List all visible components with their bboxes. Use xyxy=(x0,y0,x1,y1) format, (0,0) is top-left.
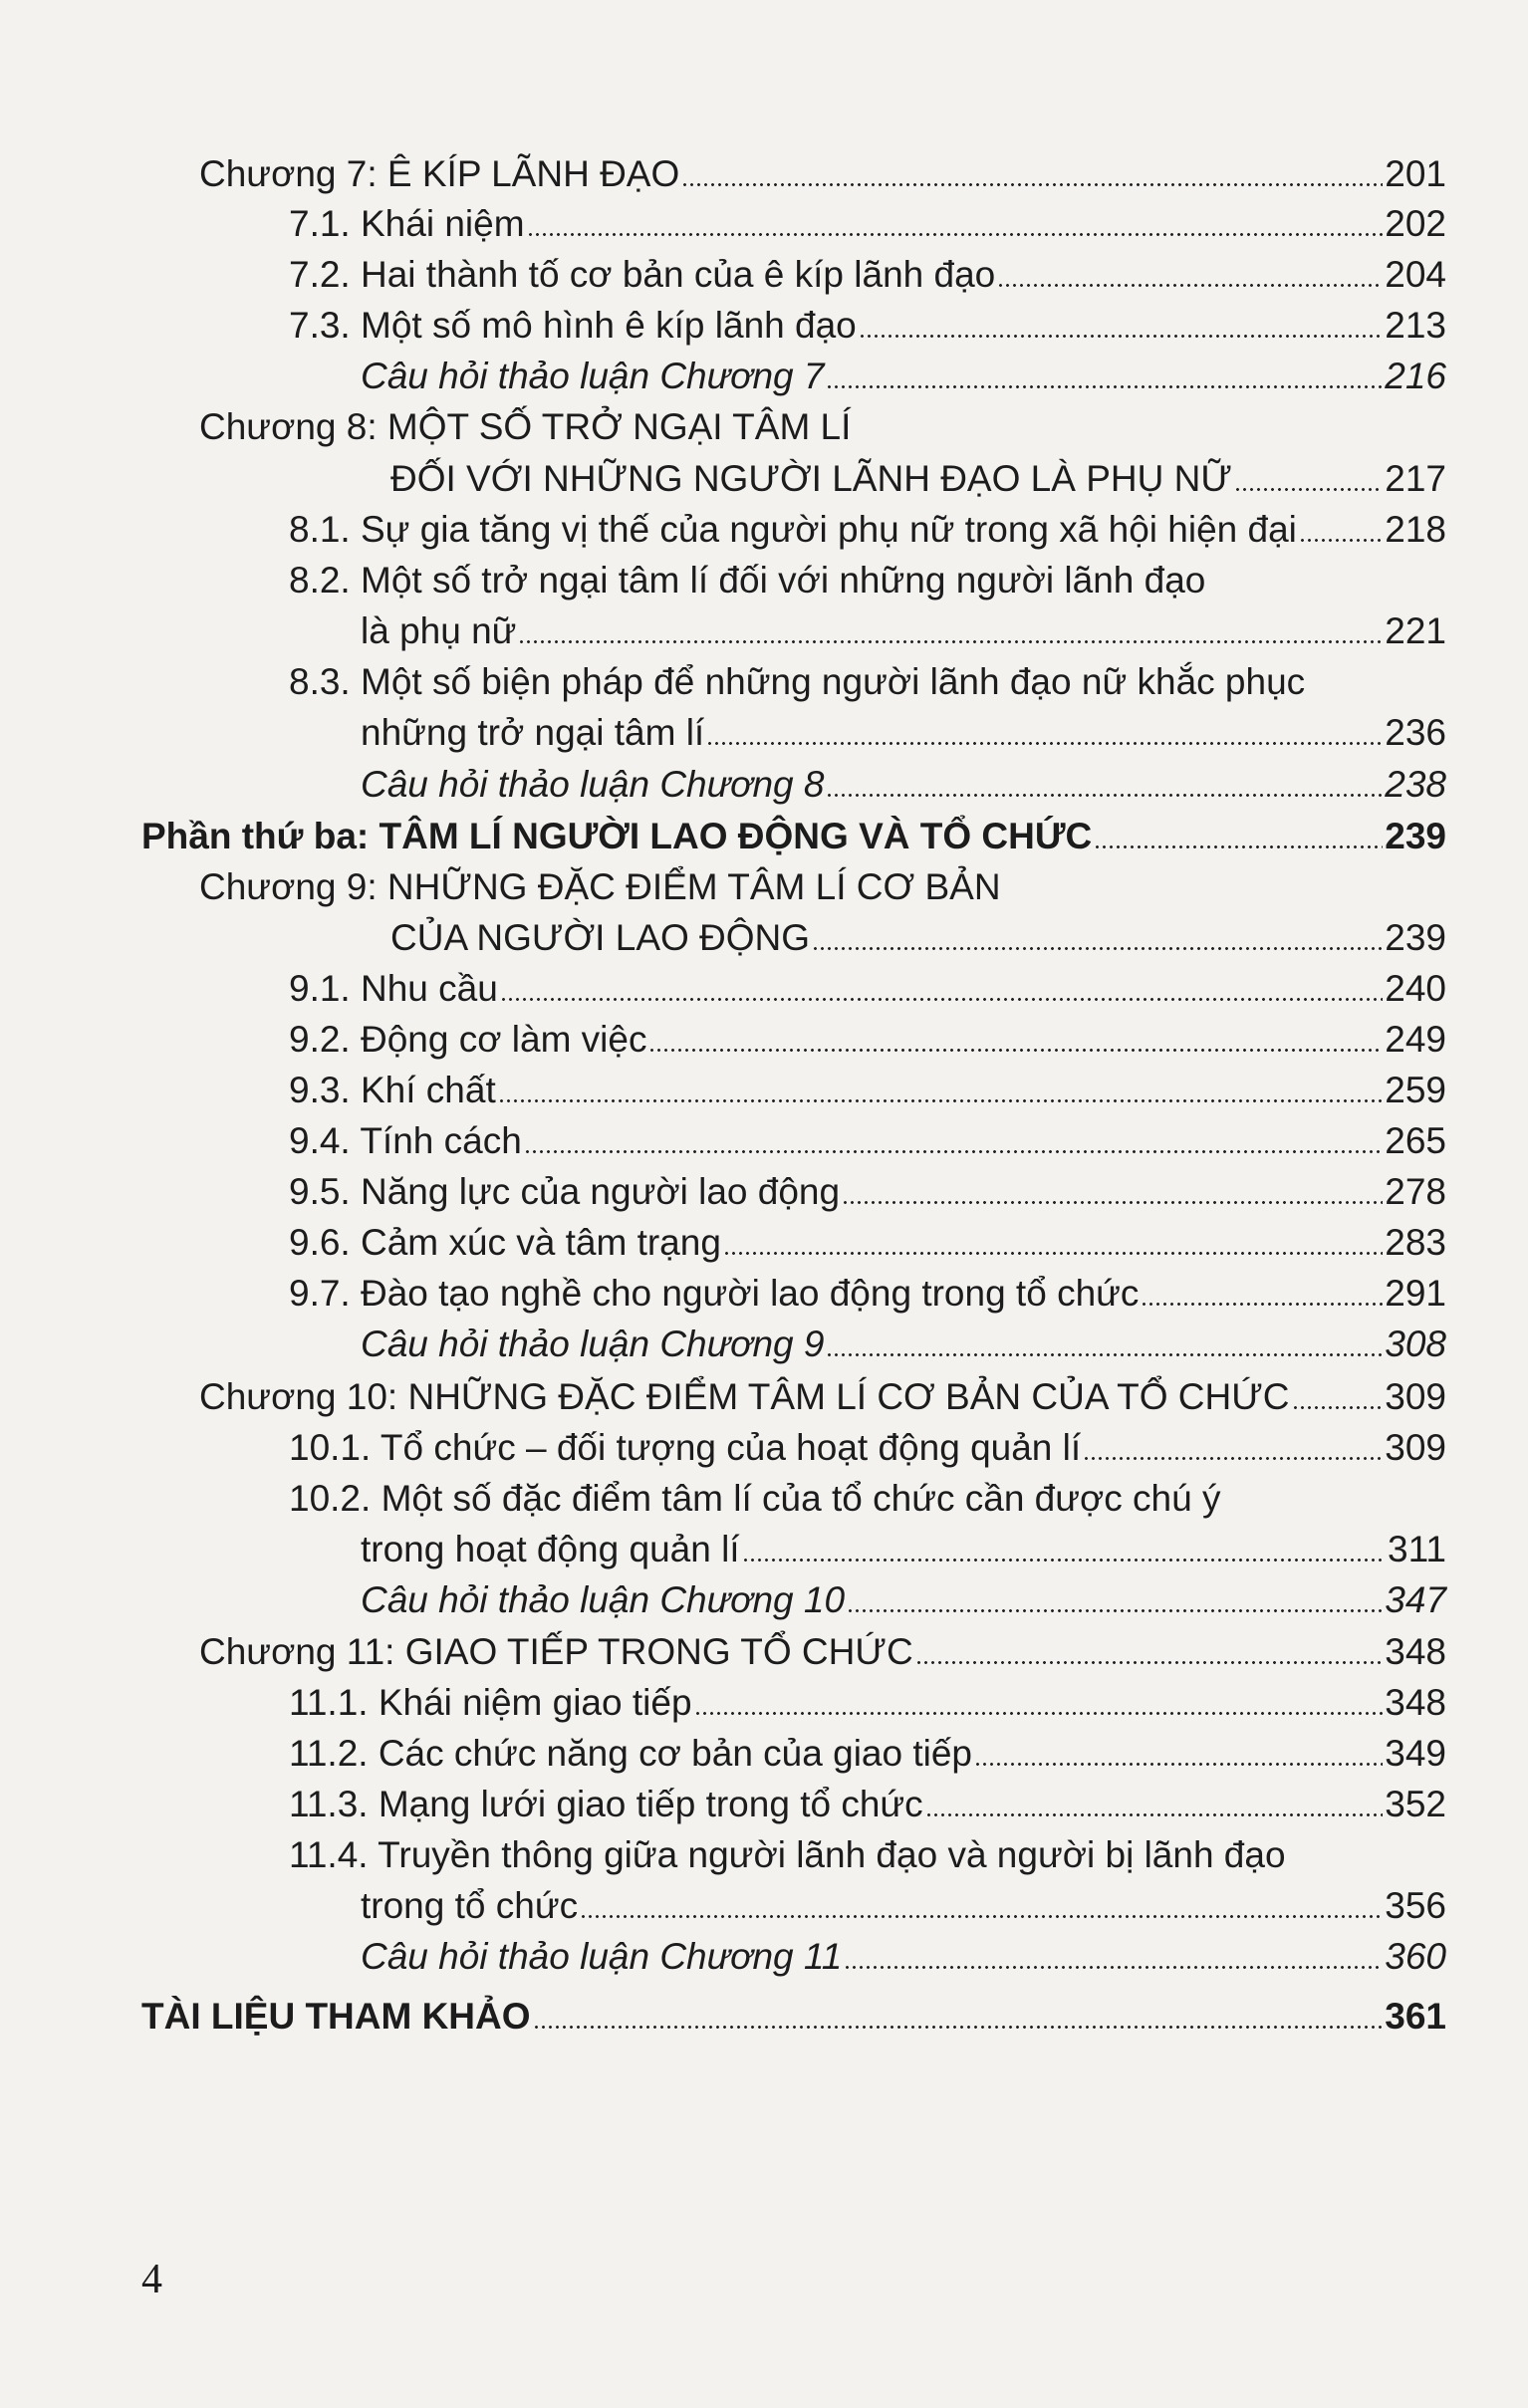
toc-entry-page: 204 xyxy=(1385,254,1446,295)
toc-entry-questions-10 xyxy=(361,1581,1446,1618)
toc-entry-label: những trở ngại tâm lí xyxy=(361,712,705,753)
dot-leader xyxy=(1292,1390,1384,1410)
toc-entry-10-2 xyxy=(361,1531,1446,1567)
toc-entry-page: 311 xyxy=(1388,1529,1446,1569)
dot-leader xyxy=(498,1084,1384,1103)
toc-entry-page: 236 xyxy=(1385,712,1446,753)
dot-leader xyxy=(925,1798,1384,1817)
toc-entry-label: Câu hỏi thảo luận Chương 7 xyxy=(361,356,825,396)
page-number: 4 xyxy=(141,2257,162,2302)
toc-entry-label: Câu hỏi thảo luận Chương 9 xyxy=(361,1324,825,1364)
dot-leader xyxy=(826,1337,1383,1357)
toc-entry-label: trong hoạt động quản lí xyxy=(361,1529,740,1569)
toc-entry-page: 356 xyxy=(1385,1885,1446,1926)
toc-entry-label: 9.7. Đào tạo nghề cho người lao động trong tổ chức xyxy=(289,1273,1140,1314)
dot-leader xyxy=(826,369,1383,389)
toc-entry-page: 291 xyxy=(1385,1273,1446,1314)
toc-entry-9-4 xyxy=(289,1122,1446,1159)
toc-entry-page: 216 xyxy=(1385,356,1446,396)
toc-entry-chapter-9 xyxy=(390,919,1446,956)
dot-leader xyxy=(518,624,1383,644)
toc-entry-9-1 xyxy=(289,970,1446,1007)
toc-entry-questions-9 xyxy=(361,1325,1446,1362)
toc-entry-page: 308 xyxy=(1385,1324,1446,1364)
toc-entry-label: 9.2. Động cơ làm việc xyxy=(289,1019,647,1060)
toc-entry-11-4-line1: 11.4. Truyền thông giữa người lãnh đạo và người bị lãnh đạo xyxy=(289,1834,1286,1875)
dot-leader xyxy=(812,931,1383,951)
toc-entry-8-3 xyxy=(361,714,1446,751)
dot-leader xyxy=(1083,1441,1383,1461)
toc-entry-label: Phần thứ ba: TÂM LÍ NGƯỜI LAO ĐỘNG VÀ TỔ CHỨC xyxy=(141,816,1093,856)
toc-entry-8-2-line1: 8.2. Một số trở ngại tâm lí đối với những người lãnh đạo xyxy=(289,560,1206,601)
dot-leader xyxy=(915,1645,1384,1665)
dot-leader xyxy=(997,268,1383,288)
toc-entry-page: 217 xyxy=(1385,458,1446,499)
toc-entry-label: 11.2. Các chức năng cơ bản của giao tiếp xyxy=(289,1733,972,1774)
toc-entry-label: 9.4. Tính cách xyxy=(289,1120,522,1161)
dot-leader xyxy=(859,319,1384,339)
toc-entry-label: Câu hỏi thảo luận Chương 11 xyxy=(361,1936,843,1977)
toc-entry-page: 201 xyxy=(1385,153,1446,194)
toc-entry-label: Chương 7: Ê KÍP LÃNH ĐẠO xyxy=(199,153,680,194)
toc-entry-page: 202 xyxy=(1385,203,1446,244)
toc-entry-questions-8 xyxy=(361,766,1446,803)
dot-leader xyxy=(1234,472,1383,492)
dot-leader xyxy=(524,1134,1383,1154)
dot-leader xyxy=(533,2010,1384,2030)
dot-leader xyxy=(844,1950,1383,1970)
dot-leader xyxy=(580,1899,1383,1919)
toc-entry-chapter-9-line1: Chương 9: NHỮNG ĐẶC ĐIỂM TÂM LÍ CƠ BẢN xyxy=(199,866,1001,907)
toc-entry-page: 221 xyxy=(1385,610,1446,651)
toc-entry-9-7 xyxy=(289,1275,1446,1312)
dot-leader xyxy=(681,167,1383,187)
dot-leader xyxy=(974,1747,1383,1767)
toc-entry-questions-11 xyxy=(361,1938,1446,1975)
dot-leader xyxy=(723,1236,1383,1256)
toc-entry-9-3 xyxy=(289,1072,1446,1108)
dot-leader xyxy=(1141,1287,1383,1307)
toc-entry-7-2 xyxy=(289,256,1446,293)
toc-entry-page: 265 xyxy=(1385,1120,1446,1161)
toc-entry-page: 348 xyxy=(1385,1682,1446,1723)
toc-entry-part-3 xyxy=(141,818,1446,854)
toc-entry-label: 9.1. Nhu cầu xyxy=(289,968,498,1009)
toc-entry-references xyxy=(141,1998,1446,2035)
toc-entry-page: 239 xyxy=(1385,816,1446,856)
toc-entry-7-3 xyxy=(289,307,1446,344)
toc-entry-chapter-8 xyxy=(390,460,1446,497)
toc-entry-label: 11.1. Khái niệm giao tiếp xyxy=(289,1682,692,1723)
toc-entry-label: 7.1. Khái niệm xyxy=(289,203,525,244)
toc-entry-11-3 xyxy=(289,1786,1446,1822)
toc-entry-page: 259 xyxy=(1385,1070,1446,1110)
toc-entry-label: trong tổ chức xyxy=(361,1885,579,1926)
toc-entry-page: 360 xyxy=(1385,1936,1446,1977)
toc-entry-page: 278 xyxy=(1385,1171,1446,1212)
toc-entry-label: 9.3. Khí chất xyxy=(289,1070,496,1110)
toc-entry-11-1 xyxy=(289,1684,1446,1721)
toc-entry-11-4 xyxy=(361,1887,1446,1924)
toc-entry-label: 11.3. Mạng lưới giao tiếp trong tổ chức xyxy=(289,1784,923,1824)
dot-leader xyxy=(847,1593,1383,1613)
toc-entry-8-1 xyxy=(289,511,1446,548)
toc-entry-page: 238 xyxy=(1385,764,1446,805)
dot-leader xyxy=(648,1033,1383,1053)
toc-entry-page: 309 xyxy=(1385,1376,1446,1417)
toc-entry-page: 218 xyxy=(1385,509,1446,550)
toc-entry-10-2-line1: 10.2. Một số đặc điểm tâm lí của tổ chức cần được chú ý xyxy=(289,1478,1221,1519)
toc-entry-questions-7 xyxy=(361,358,1446,394)
toc-entry-label: TÀI LIỆU THAM KHẢO xyxy=(141,1996,531,2037)
toc-entry-page: 349 xyxy=(1385,1733,1446,1774)
toc-entry-label: Chương 11: GIAO TIẾP TRONG TỔ CHỨC xyxy=(199,1631,913,1672)
toc-entry-label: 8.1. Sự gia tăng vị thế của người phụ nữ trong xã hội hiện đại xyxy=(289,509,1297,550)
toc-entry-8-2 xyxy=(361,612,1446,649)
toc-entry-page: 213 xyxy=(1385,305,1446,346)
toc-entry-11-2 xyxy=(289,1735,1446,1772)
dot-leader xyxy=(527,217,1384,237)
toc-entry-label: 7.3. Một số mô hình ê kíp lãnh đạo xyxy=(289,305,857,346)
dot-leader xyxy=(500,982,1383,1002)
dot-leader xyxy=(742,1543,1386,1563)
toc-entry-page: 309 xyxy=(1385,1427,1446,1468)
dot-leader xyxy=(694,1696,1384,1716)
toc-entry-7-1 xyxy=(289,205,1446,242)
toc-entry-label: ĐỐI VỚI NHỮNG NGƯỜI LÃNH ĐẠO LÀ PHỤ NỮ xyxy=(390,458,1232,499)
dot-leader xyxy=(1299,523,1383,543)
dot-leader xyxy=(1094,830,1383,849)
toc-entry-page: 347 xyxy=(1385,1579,1446,1620)
toc-entry-9-2 xyxy=(289,1021,1446,1058)
toc-entry-label: 7.2. Hai thành tố cơ bản của ê kíp lãnh đạo xyxy=(289,254,996,295)
toc-entry-label: 9.6. Cảm xúc và tâm trạng xyxy=(289,1222,721,1263)
dot-leader xyxy=(842,1185,1383,1205)
toc-entry-page: 240 xyxy=(1385,968,1446,1009)
toc-entry-chapter-11 xyxy=(199,1633,1446,1670)
toc-entry-page: 361 xyxy=(1385,1996,1446,2037)
toc-entry-page: 352 xyxy=(1385,1784,1446,1824)
toc-entry-label: Câu hỏi thảo luận Chương 8 xyxy=(361,764,825,805)
toc-entry-chapter-10 xyxy=(199,1378,1446,1415)
toc-entry-page: 348 xyxy=(1385,1631,1446,1672)
toc-entry-8-3-line1: 8.3. Một số biện pháp để những người lãnh đạo nữ khắc phục xyxy=(289,661,1306,702)
toc-entry-9-6 xyxy=(289,1224,1446,1261)
dot-leader xyxy=(706,726,1383,746)
dot-leader xyxy=(826,778,1383,798)
toc-entry-label: là phụ nữ xyxy=(361,610,517,651)
toc-entry-label: 9.5. Năng lực của người lao động xyxy=(289,1171,841,1212)
toc-entry-10-1 xyxy=(289,1429,1446,1466)
toc-entry-label: CỦA NGƯỜI LAO ĐỘNG xyxy=(390,917,811,958)
toc-entry-label: Câu hỏi thảo luận Chương 10 xyxy=(361,1579,846,1620)
toc-entry-9-5 xyxy=(289,1173,1446,1210)
toc-entry-chapter-7 xyxy=(199,155,1446,192)
toc-entry-label: Chương 10: NHỮNG ĐẶC ĐIỂM TÂM LÍ CƠ BẢN CỦA TỔ CHỨC xyxy=(199,1376,1290,1417)
toc-entry-page: 249 xyxy=(1385,1019,1446,1060)
toc-entry-page: 239 xyxy=(1385,917,1446,958)
toc-entry-chapter-8-line1: Chương 8: MỘT SỐ TRỞ NGẠI TÂM LÍ xyxy=(199,406,852,447)
toc-entry-page: 283 xyxy=(1385,1222,1446,1263)
toc-entry-label: 10.1. Tổ chức – đối tượng của hoạt động quản lí xyxy=(289,1427,1082,1468)
